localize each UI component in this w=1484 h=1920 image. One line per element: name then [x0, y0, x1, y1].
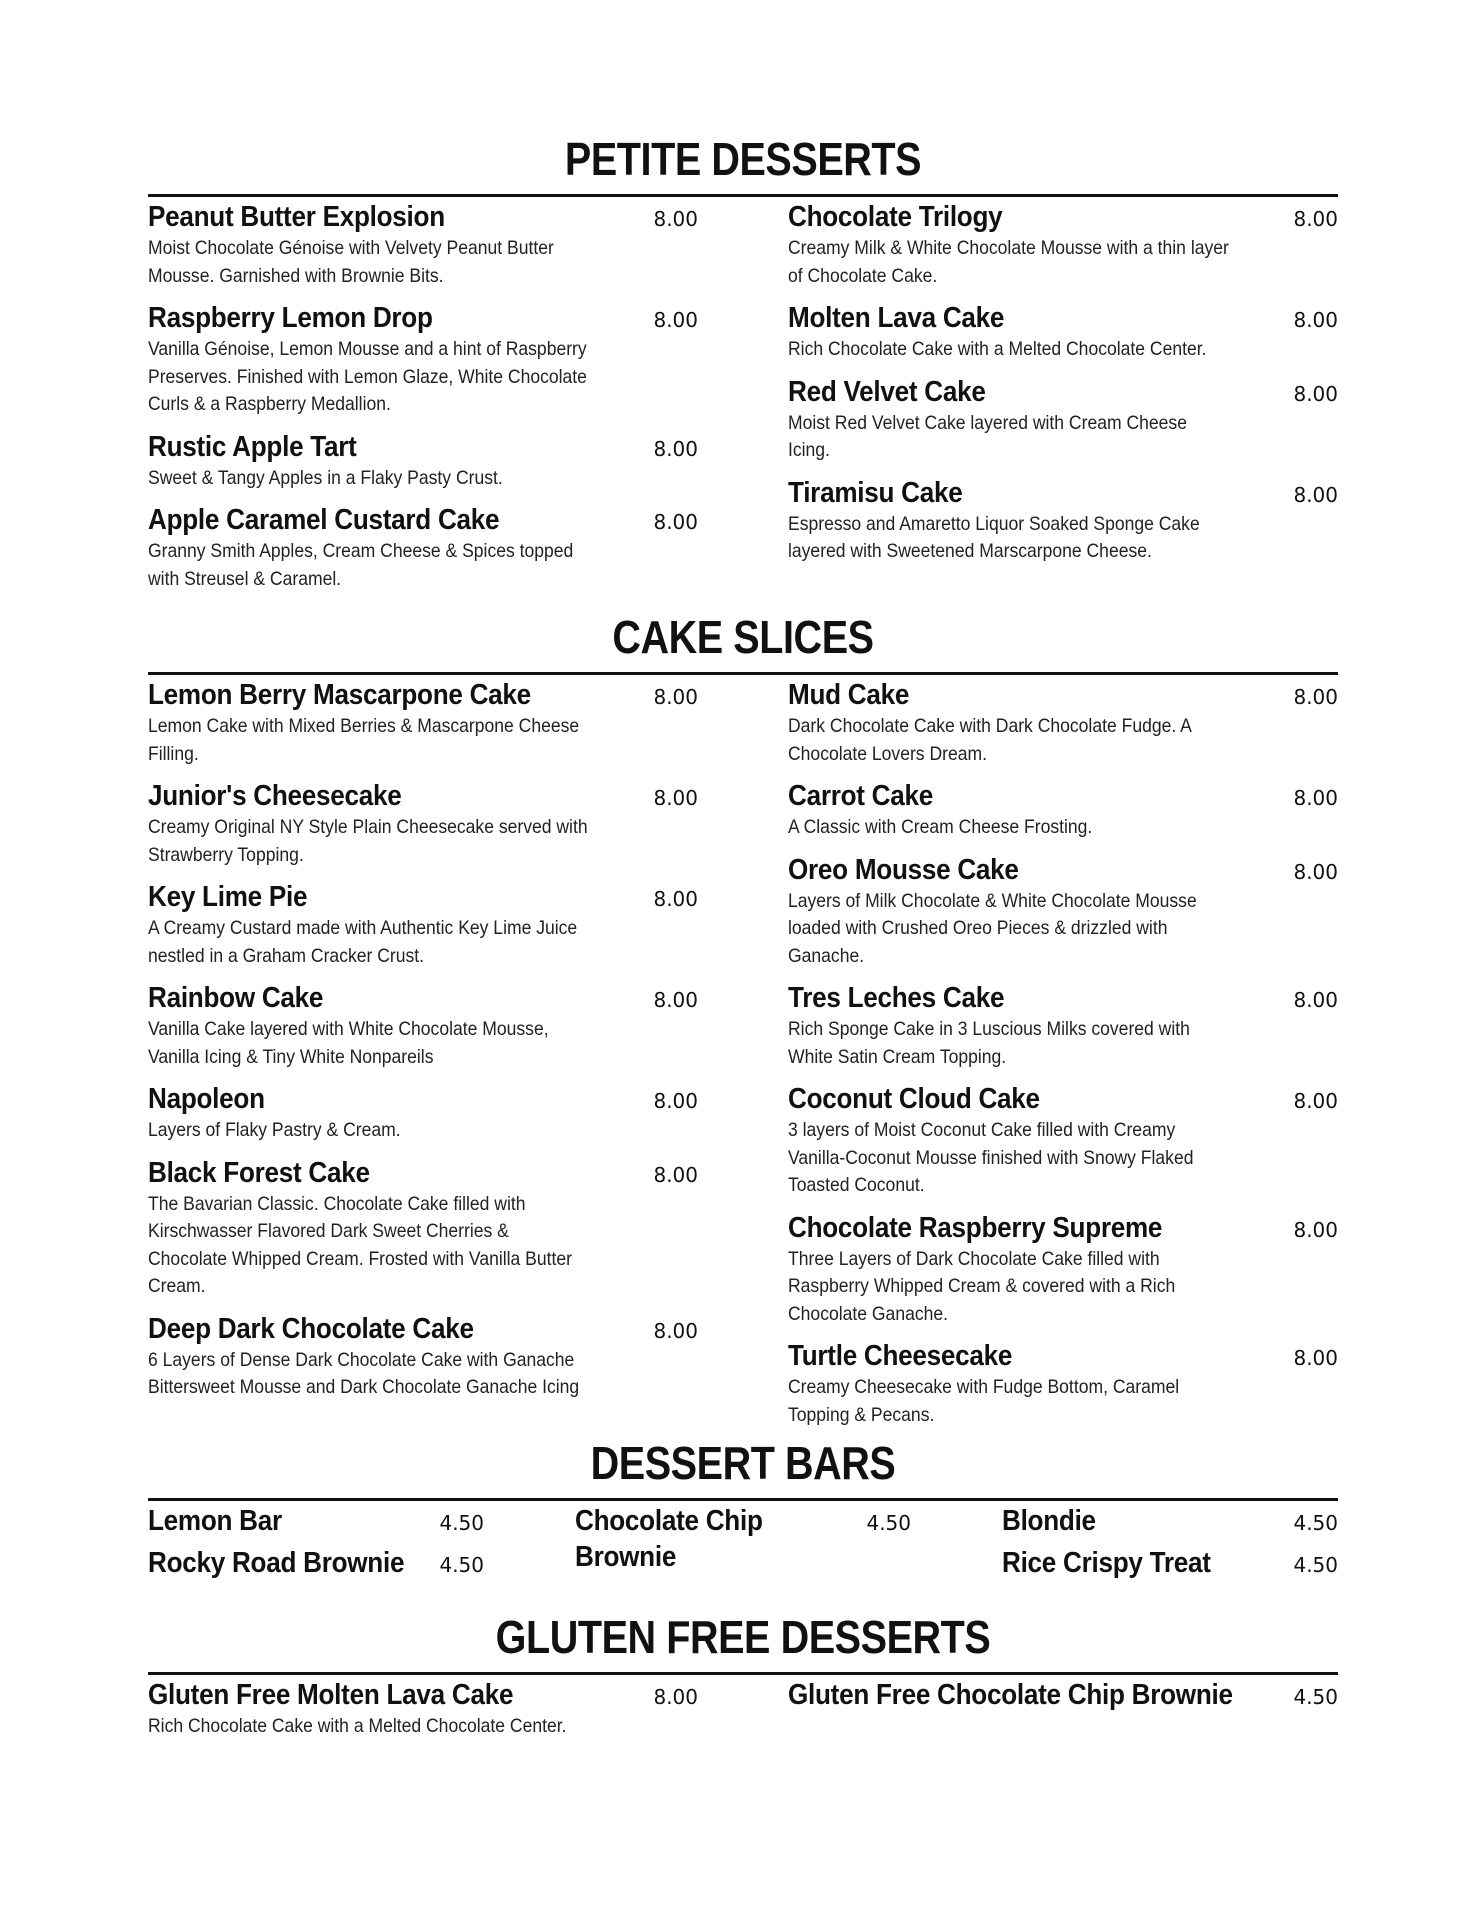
item-price: 8.00 [653, 436, 698, 461]
item-price: 4.50 [1293, 1511, 1338, 1535]
item-price: 8.00 [653, 308, 698, 332]
item-price: 8.00 [1293, 207, 1338, 231]
item-description: Vanilla Cake layered with White Chocolate Mousse, Vanilla Icing & Tiny White Nonpareils [148, 1018, 549, 1068]
right-column [788, 1679, 1338, 1753]
item-name: Apple Caramel Custard Cake [148, 504, 500, 536]
divider [148, 1498, 1338, 1501]
divider [148, 1672, 1338, 1675]
item-name: Napoleon [148, 1083, 265, 1115]
item-name: Rocky Road Brownie [148, 1547, 405, 1579]
section-title: CAKE SLICES [612, 611, 874, 663]
item-description: Creamy Cheesecake with Fudge Bottom, Caramel Topping & Pecans. [788, 1376, 1180, 1426]
bar-item [1002, 1545, 1338, 1581]
item-price: 8.00 [653, 685, 698, 709]
menu-item [148, 302, 698, 419]
item-price: 4.50 [439, 1553, 484, 1577]
item-description: 6 Layers of Dense Dark Chocolate Cake with Ganache Bittersweet Mousse and Dark Chocolate Ganache Icing [148, 1348, 580, 1398]
item-name: Raspberry Lemon Drop [148, 302, 433, 334]
item-description: A Creamy Custard made with Authentic Key Lime Juice nestled in a Graham Cracker Crust. [148, 917, 578, 967]
item-description: Rich Sponge Cake in 3 Luscious Milks covered with White Satin Cream Topping. [788, 1018, 1190, 1068]
item-price: 8.00 [1293, 482, 1338, 507]
item-price: 8.00 [653, 1162, 698, 1187]
right-column [788, 201, 1338, 605]
item-name: Chocolate Raspberry Supreme [788, 1211, 1163, 1244]
item-name: Rice Crispy Treat [1002, 1547, 1211, 1579]
item-price: 8.00 [653, 1318, 698, 1343]
item-description: Sweet & Tangy Apples in a Flaky Pasty Crust. [148, 466, 503, 489]
section-dessert-bars [148, 1437, 1338, 1587]
item-description: Three Layers of Dark Chocolate Cake filled with Raspberry Whipped Cream & covered with a Rich Chocolate Ganache. [788, 1247, 1176, 1325]
left-column [148, 679, 698, 1441]
item-name: Molten Lava Cake [788, 302, 1005, 334]
item-name: Turtle Cheesecake [788, 1340, 1013, 1372]
menu-item [148, 431, 698, 493]
item-price: 8.00 [1293, 1346, 1338, 1370]
section-title: DESSERT BARS [590, 1437, 896, 1489]
item-price: 8.00 [1293, 1217, 1338, 1242]
item-description: 3 layers of Moist Coconut Cake filled with Creamy Vanilla-Coconut Mousse finished with Snowy Flaked Toasted Coconut. [788, 1119, 1194, 1196]
bar-item [148, 1503, 484, 1539]
item-name: Gluten Free Chocolate Chip Brownie [788, 1679, 1233, 1711]
menu-item [788, 1212, 1338, 1329]
item-price: 8.00 [1293, 859, 1338, 884]
left-column [148, 201, 698, 605]
section-cake-slices [148, 611, 1338, 1441]
menu-item [148, 1157, 698, 1301]
item-description: Lemon Cake with Mixed Berries & Mascarpone Cheese Filling. [148, 715, 580, 765]
menu-item [788, 1679, 1338, 1713]
item-price: 8.00 [653, 988, 698, 1012]
item-name: Carrot Cake [788, 780, 933, 812]
item-price: 4.50 [1293, 1685, 1338, 1709]
item-price: 4.50 [439, 1511, 484, 1535]
bar-item [1002, 1503, 1338, 1539]
menu-item [788, 376, 1338, 465]
item-name: Tres Leches Cake [788, 982, 1005, 1014]
item-name: Red Velvet Cake [788, 375, 986, 408]
menu-item [788, 982, 1338, 1071]
menu-item [148, 881, 698, 970]
item-price: 8.00 [653, 786, 698, 810]
right-column [788, 679, 1338, 1441]
section-title: GLUTEN FREE DESSERTS [495, 1611, 991, 1663]
item-description: Vanilla Génoise, Lemon Mousse and a hint of Raspberry Preserves. Finished with Lemon Glaze, White Chocolate Curls & a Raspberry Medallion. [148, 338, 587, 415]
bar-item [575, 1503, 911, 1575]
item-name: Black Forest Cake [148, 1156, 370, 1189]
bars-column-1 [148, 1503, 484, 1587]
item-description: A Classic with Cream Cheese Frosting. [788, 816, 1093, 838]
item-description: Moist Chocolate Génoise with Velvety Peanut Butter Mousse. Garnished with Brownie Bits. [148, 237, 554, 287]
divider [148, 672, 1338, 675]
item-name: Coconut Cloud Cake [788, 1083, 1040, 1115]
menu-item [788, 854, 1338, 971]
item-price: 8.00 [653, 1089, 698, 1113]
item-name: Mud Cake [788, 679, 910, 711]
menu-item [148, 679, 698, 768]
item-price: 8.00 [653, 887, 698, 911]
menu-item [788, 302, 1338, 364]
menu-item [148, 201, 698, 290]
bar-item [148, 1545, 484, 1581]
item-name: Junior's Cheesecake [148, 780, 402, 812]
item-name: Rustic Apple Tart [148, 430, 357, 463]
item-name: Gluten Free Molten Lava Cake [148, 1679, 514, 1711]
section-gluten-free [148, 1611, 1338, 1753]
item-description: Rich Chocolate Cake with a Melted Chocolate Center. [148, 1715, 567, 1737]
section-title: PETITE DESSERTS [564, 133, 922, 185]
left-column [148, 1679, 698, 1753]
menu-item [148, 504, 698, 593]
item-name: Blondie [1002, 1505, 1096, 1537]
item-name: Key Lime Pie [148, 881, 308, 913]
item-price: 4.50 [866, 1511, 911, 1535]
item-price: 8.00 [653, 1685, 698, 1709]
bars-column-2 [575, 1503, 911, 1587]
item-name: Peanut Butter Explosion [148, 201, 445, 233]
item-description: Creamy Milk & White Chocolate Mousse with a thin layer of Chocolate Cake. [788, 237, 1229, 287]
divider [148, 194, 1338, 197]
item-description: Dark Chocolate Cake with Dark Chocolate Fudge. A Chocolate Lovers Dream. [788, 715, 1191, 765]
item-price: 8.00 [653, 510, 698, 534]
item-name: Deep Dark Chocolate Cake [148, 1312, 474, 1345]
section-petite-desserts [148, 133, 1338, 605]
item-name: Oreo Mousse Cake [788, 853, 1019, 886]
menu-item [148, 780, 698, 869]
item-name: Rainbow Cake [148, 982, 324, 1014]
item-name: Lemon Berry Mascarpone Cake [148, 679, 531, 711]
menu-item [148, 1313, 698, 1402]
item-description: Moist Red Velvet Cake layered with Cream Cheese Icing. [788, 411, 1187, 461]
item-price: 8.00 [1293, 988, 1338, 1012]
item-name: Chocolate Chip Brownie [575, 1505, 763, 1573]
menu-item [788, 477, 1338, 566]
item-price: 8.00 [1293, 1089, 1338, 1113]
menu-item [788, 201, 1338, 290]
menu-item [148, 1679, 698, 1741]
item-name: Tiramisu Cake [788, 476, 963, 509]
menu-item [788, 679, 1338, 768]
item-description: Rich Chocolate Cake with a Melted Chocolate Center. [788, 338, 1207, 360]
menu-item [788, 1083, 1338, 1200]
item-price: 8.00 [1293, 381, 1338, 406]
menu-item [148, 1083, 698, 1145]
item-description: The Bavarian Classic. Chocolate Cake filled with Kirschwasser Flavored Dark Sweet Cherries & Chocolate Whipped Cream. Frosted with Vanilla Butter Cream. [148, 1192, 572, 1297]
item-description: Espresso and Amaretto Liquor Soaked Sponge Cake layered with Sweetened Marscarpone Cheese. [788, 512, 1200, 562]
bars-column-3 [1002, 1503, 1338, 1587]
menu-item [788, 780, 1338, 842]
item-description: Creamy Original NY Style Plain Cheesecake served with Strawberry Topping. [148, 816, 588, 866]
menu-item [148, 982, 698, 1071]
item-description: Granny Smith Apples, Cream Cheese & Spices topped with Streusel & Caramel. [148, 540, 574, 590]
item-description: Layers of Milk Chocolate & White Chocolate Mousse loaded with Crushed Oreo Pieces & drizzled with Ganache. [788, 889, 1197, 967]
item-price: 8.00 [1293, 308, 1338, 332]
item-price: 8.00 [1293, 685, 1338, 709]
item-name: Lemon Bar [148, 1505, 282, 1537]
item-price: 8.00 [1293, 786, 1338, 810]
item-price: 4.50 [1293, 1553, 1338, 1577]
item-price: 8.00 [653, 207, 698, 231]
item-description: Layers of Flaky Pastry & Cream. [148, 1119, 401, 1141]
menu-item [788, 1340, 1338, 1429]
item-name: Chocolate Trilogy [788, 201, 1003, 233]
